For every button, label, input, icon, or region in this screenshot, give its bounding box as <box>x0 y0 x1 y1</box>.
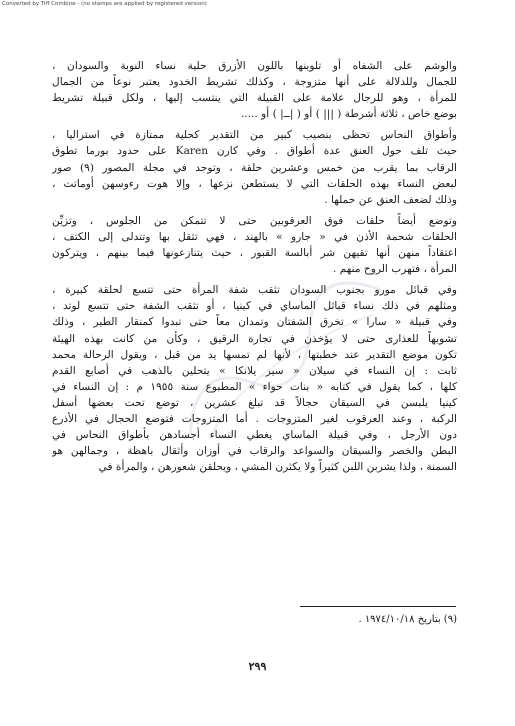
text-line: وذلك لضعف العنق عن حملها . <box>324 193 457 206</box>
paragraph <box>52 282 457 475</box>
text-line: والوشم على الشفاه أو تلوينها باللون الأزرق حلية نساء النوبة والسودان ، <box>52 60 457 72</box>
text-line: كلها ، كما يقول في كتابه « بنات حواء » المطبوع سنة ١٩٥٥ م : إن النساء في <box>52 380 457 393</box>
text-line: وفي قبيلة « سارا » تخرق الشفتان وتمدان معاً حتى تبدوا كمنقار الطير ، وذلك <box>52 316 457 329</box>
text-line: بوضع خاص ، ثلاثة أشرطة ( ||| ) أو ( |ــ| ) أو ..... <box>240 108 457 121</box>
paragraph <box>52 58 457 122</box>
text-line: للمرأة ، وهو للرجال علامة على القبيلة التي ينتسب إليها ، ولكل قبيلة تشريط <box>52 92 457 105</box>
text-line: السمنة ، ولذا يشربن اللبن كثيراً ولا يكثرن المشي ، ويحلقن شعورهن ، والمرأة في <box>98 461 457 474</box>
text-line: للجمال وللدلالة على أنها متزوجة ، وكذلك تشريط الخدود يعتبر نوعاً من الجمال <box>52 76 457 89</box>
text-line: لبعض النساء بهذه الحلقات التي لا يستطعن نزعها ، وإلا هوت رءوسهن أوماتت ، <box>52 177 457 190</box>
text-line: المرأة ، فتهرب الروح منهم . <box>333 263 457 276</box>
text-line: دون الأرجل ، وفي قبيلة الماساي يغطي النساء أجسادهن بأطواق النحاس في <box>52 429 457 442</box>
text-line: وأطواق النحاس تحظى بنصيب كبير من التقدير كحلية ممتازة في استراليا ، <box>52 129 457 142</box>
text-line: البطن والخصر والسيقان والسواعد والرقاب في أوزان وأثقال باهظة ، وجمالهن هو <box>52 445 457 458</box>
paragraph <box>52 213 457 277</box>
text-line: الحلقات شحمة الأذن في « جارو » بالهند ، فهي تثقل بها وتتدلى إلى الكتف ، <box>52 230 457 243</box>
text-line: وفي قبائل مورو بجنوب السودان تثقب شفة المرأة حتى تتسع لحلقة كبيرة ، <box>52 284 457 297</box>
body-text <box>52 58 457 475</box>
text-line: ومثلهم في ذلك نساء قبائل الماساي في كينيا ، أو تثقب الشفة حتى تتسع لوتد ، <box>52 300 457 313</box>
page-number: ٢٩٩ <box>248 660 267 673</box>
text-line: تكون موضع التقدير عند خطبتها ، لأنها لم تمسها يد من قبل ، ويقول الرحالة محمد <box>52 348 457 361</box>
text-line: الرقاب بما يقرب من خمس وعشرين حلقة ، وتوجد في مجلة المصور (٩) صور <box>52 161 457 174</box>
text-line: وتوضع أيضاً حلقات فوق العرقوبين حتى لا تتمكن من الجلوس ، وتزيِّن <box>52 214 457 227</box>
text-line: الركبة ، وعند العرقوب لغير المتزوجات . أما المتزوجات فتوضع الحجال في الأذرع <box>52 412 457 425</box>
text-line: اعتقاداً منهن أنها تقيهن شر أبالسة القبور ، حيث يتنازعونها فيما بينهم ، ويتركون <box>52 247 457 260</box>
text-line: كينيا يلبسن في السيقان حجالاً قد تبلغ عشرين ، توضع تحت بعضها أسفل <box>52 396 457 409</box>
footnote-divider <box>300 606 456 607</box>
converter-banner: Converted by Tiff Combine - (no stamps are applied by registered version) <box>2 1 207 7</box>
paragraph <box>52 127 457 207</box>
text-line: حيث تلف حول العنق عدة أطواق . وفي كارن Karen على حدود بورما تطوق <box>52 145 457 158</box>
text-line: ثابت : إن النساء في سيلان « سير يلانكا » يتحلين بالذهب في أصابع القدم <box>52 364 457 377</box>
footnote: (٩) بتاريخ ١٩٧٤/١٠/١٨ . <box>358 614 457 625</box>
text-line: تشويهاً للعذارى حتى لا يؤخذن في تجارة الرقيق ، وكأن من كانت بهذه الهيئة <box>52 332 457 345</box>
